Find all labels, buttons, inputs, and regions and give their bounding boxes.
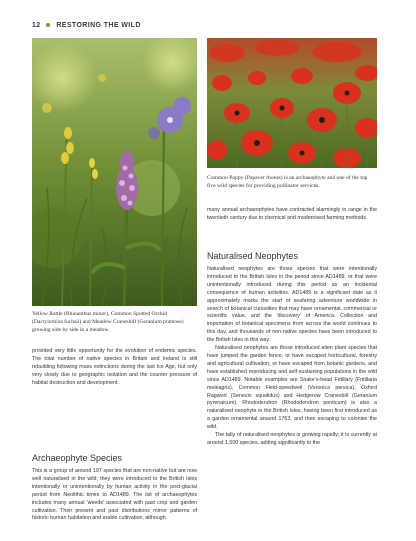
right-body-neophytes bbox=[207, 266, 377, 448]
paragraph: The tally of naturalised neophytes is growing rapidly; it is currently at around 1,500 species, adding significantly to the bbox=[207, 432, 377, 446]
meadow-flowers-photo bbox=[32, 38, 197, 306]
paragraph: This is a group of around 197 species that are non-native but are now well naturalised in the wild; they were introduced to the British Isles intentionally or unintentionally by human activity in the post-glacial period from Neolithic times to AD1489. The list of archaeophytes includes many annual 'weeds' associated with past crop and garden cultivation. Their present and past distributions mirror patterns of historic human habitation and arable cultivation, although bbox=[32, 468, 197, 522]
running-header bbox=[32, 22, 141, 29]
right-body-continuation bbox=[207, 207, 377, 223]
page-number: 12 bbox=[32, 22, 41, 29]
header-bullet-icon bbox=[46, 23, 50, 27]
left-body-archaeophyte bbox=[32, 468, 197, 523]
paragraph: provided very little opportunity for the evolution of endemic species. The total number of native species in Britain and Ireland is still rebuilding following mass extinctions during the last Ice Age, but only very slowly due to geographic isolation and the counter pressure of habitat destruction and development. bbox=[32, 348, 197, 386]
poppy-photo-caption: Common Poppy (Papaver rhoeas) is an archaeophyte and one of the top five wild species for providing pollinator services. bbox=[207, 175, 368, 189]
meadow-photo-caption: Yellow Rattle (Rhinanthus minor), Common Spotted Orchid (Dactylorhiza fuchsii) and Meadow Cranesbill (Geranium pratense) growing side by side in a meadow. bbox=[32, 311, 184, 333]
paragraph: Naturalised neophytes are those species that were intentionally introduced to the British Isles in the period since AD1489, or that were unintentionally introduced during this period as an incidental consequence of human activities. AD1489 is a significant date as it approximately marks the start of seafaring adventure worldwide in search of botanical curiosities that may have ornamental, commercial or scientific value, and the 'discovery' of America. Collection and importation of botanical specimens from across the world continues to this day, and thousands of non-native species have been introduced to the British Isles in this way. bbox=[207, 266, 377, 344]
running-title: RESTORING THE WILD bbox=[56, 22, 141, 29]
heading-archaeophyte-species: Archaeophyte Species bbox=[32, 453, 123, 463]
left-body-continuation bbox=[32, 348, 197, 388]
poppy-field-photo bbox=[207, 38, 377, 168]
paragraph: Naturalised neophytes are those introduced alien plant species that have jumped the garden fence, or have escaped horticultural, forestry and agricultural cultivation, or have escaped from botanic gardens, and have established reproducing and self-sustaining populations in the wild since AD1489. Notable examples are Snake's-head Fritillary (Fritillaria meleagris), Common Field-speedwell (Veronica persica), Oxford Ragwort (Senecio squalidus) and Hedgerow Cranesbill (Geranium pyrenaicum). Rhododendron (Rhododendron ponticum) is also a naturalised neophyte in the British Isles, having been first introduced as a garden ornamental around 1763, and then escaping to colonise the wild. bbox=[207, 345, 377, 431]
paragraph: many annual archaeophytes have contracted alarmingly in range in the twentieth century due to chemical and modernised farming methods. bbox=[207, 207, 377, 221]
heading-naturalised-neophytes: Naturalised Neophytes bbox=[207, 251, 299, 261]
